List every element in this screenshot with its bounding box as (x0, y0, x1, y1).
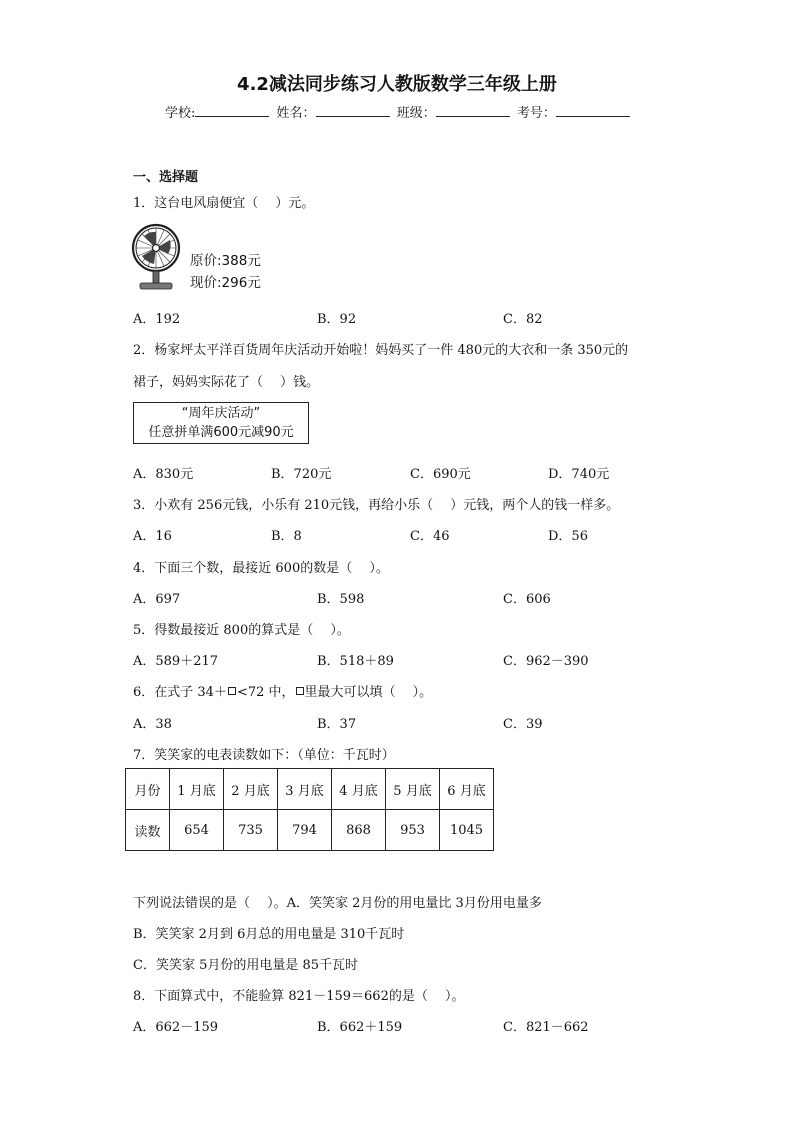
question-1-text: 1．这台电风扇便宜（ ）元。 (133, 196, 315, 211)
table-header-row (126, 769, 494, 810)
table-cell: 794 (278, 810, 332, 851)
promo-text: 任意拼单满600元减90元 (148, 425, 294, 440)
exam-no-label: 考号： (516, 106, 556, 121)
q6-text-c: 里最大可以填（ ）。 (304, 685, 433, 700)
q3-option-c[interactable]: C．46 (410, 529, 450, 544)
electric-fan-icon (130, 222, 184, 292)
table-cell: 读数 (126, 810, 170, 851)
table-cell: 654 (170, 810, 224, 851)
q2-option-b[interactable]: B．720元 (271, 467, 332, 482)
table-header-cell: 6 月底 (440, 769, 494, 810)
q8-option-c[interactable]: C．821－662 (503, 1020, 589, 1035)
table-cell: 735 (224, 810, 278, 851)
q1-option-b[interactable]: B．92 (317, 312, 357, 327)
current-price: 现价:296元 (190, 275, 261, 291)
q5-option-c[interactable]: C．962－390 (503, 654, 589, 669)
table-cell: 868 (332, 810, 386, 851)
question-7-prompt: 下列说法错误的是（ ）。A．笑笑家 2月份的用电量比 3月份用电量多 (133, 896, 542, 911)
class-label: 班级： (396, 106, 436, 121)
promo-box (133, 402, 309, 444)
q4-option-c[interactable]: C．606 (503, 592, 551, 607)
blank-box-icon (296, 687, 304, 695)
question-7-text: 7．笑笑家的电表读数如下：（单位：千瓦时） (133, 748, 395, 763)
name-field[interactable] (316, 104, 390, 117)
q1-option-a[interactable]: A．192 (133, 312, 181, 327)
section-heading: 一、选择题 (133, 170, 199, 185)
q6-text-b: <72 中， (236, 685, 295, 700)
question-3-text: 3．小欢有 256元钱，小乐有 210元钱，再给小乐（ ）元钱，两个人的钱一样多。 (133, 498, 620, 513)
q5-option-a[interactable]: A．589＋217 (133, 654, 219, 669)
table-header-cell: 2 月底 (224, 769, 278, 810)
q3-option-d[interactable]: D．56 (548, 529, 588, 544)
q5-option-b[interactable]: B．518＋89 (317, 654, 394, 669)
table-header-cell: 1 月底 (170, 769, 224, 810)
q2-option-a[interactable]: A．830元 (133, 467, 194, 482)
q7-option-b[interactable]: B．笑笑家 2月到 6月总的用电量是 310千瓦时 (133, 927, 405, 942)
school-label: 学校: (165, 106, 196, 121)
question-8-text: 8．下面算式中，不能验算 821－159＝662的是（ ）。 (133, 989, 465, 1004)
school-field[interactable] (195, 104, 269, 117)
question-6-text (133, 681, 432, 700)
name-label: 姓名： (276, 106, 316, 121)
q2-option-d[interactable]: D．740元 (548, 467, 610, 482)
question-2-text-line2: 裙子，妈妈实际花了（ ）钱。 (133, 375, 320, 390)
promo-title: “周年庆活动” (181, 406, 261, 421)
table-header-cell: 4 月底 (332, 769, 386, 810)
q4-option-b[interactable]: B．598 (317, 592, 365, 607)
class-field[interactable] (436, 104, 510, 117)
q2-option-c[interactable]: C．690元 (410, 467, 471, 482)
exam-no-field[interactable] (556, 104, 630, 117)
question-4-text: 4．下面三个数，最接近 600的数是（ ）。 (133, 561, 389, 576)
table-header-cell: 月份 (126, 769, 170, 810)
table-header-cell: 5 月底 (386, 769, 440, 810)
q8-option-b[interactable]: B．662＋159 (317, 1020, 403, 1035)
blank-box-icon (228, 687, 236, 695)
q8-option-a[interactable]: A．662－159 (133, 1020, 219, 1035)
table-row (126, 810, 494, 851)
meter-reading-table (125, 768, 494, 851)
q1-option-c[interactable]: C．82 (503, 312, 543, 327)
table-header-cell: 3 月底 (278, 769, 332, 810)
q7-option-c[interactable]: C．笑笑家 5月份的用电量是 85千瓦时 (133, 958, 359, 973)
q6-option-b[interactable]: B．37 (317, 717, 357, 732)
student-info-line (165, 102, 633, 121)
q3-option-a[interactable]: A．16 (133, 529, 172, 544)
q3-option-b[interactable]: B．8 (271, 529, 302, 544)
page-title: 4.2减法同步练习人教版数学三年级上册 (237, 74, 557, 95)
question-2-text-line1: 2．杨家坪太平洋百货周年庆活动开始啦！妈妈买了一件 480元的大衣和一条 350元的 (133, 343, 629, 358)
q6-option-a[interactable]: A．38 (133, 717, 172, 732)
q4-option-a[interactable]: A．697 (133, 592, 181, 607)
original-price: 原价:388元 (190, 253, 261, 269)
table-cell: 953 (386, 810, 440, 851)
question-5-text: 5．得数最接近 800的算式是（ ）。 (133, 623, 350, 638)
q6-option-c[interactable]: C．39 (503, 717, 543, 732)
table-cell: 1045 (440, 810, 494, 851)
q6-text-a: 6．在式子 34＋ (133, 685, 227, 700)
